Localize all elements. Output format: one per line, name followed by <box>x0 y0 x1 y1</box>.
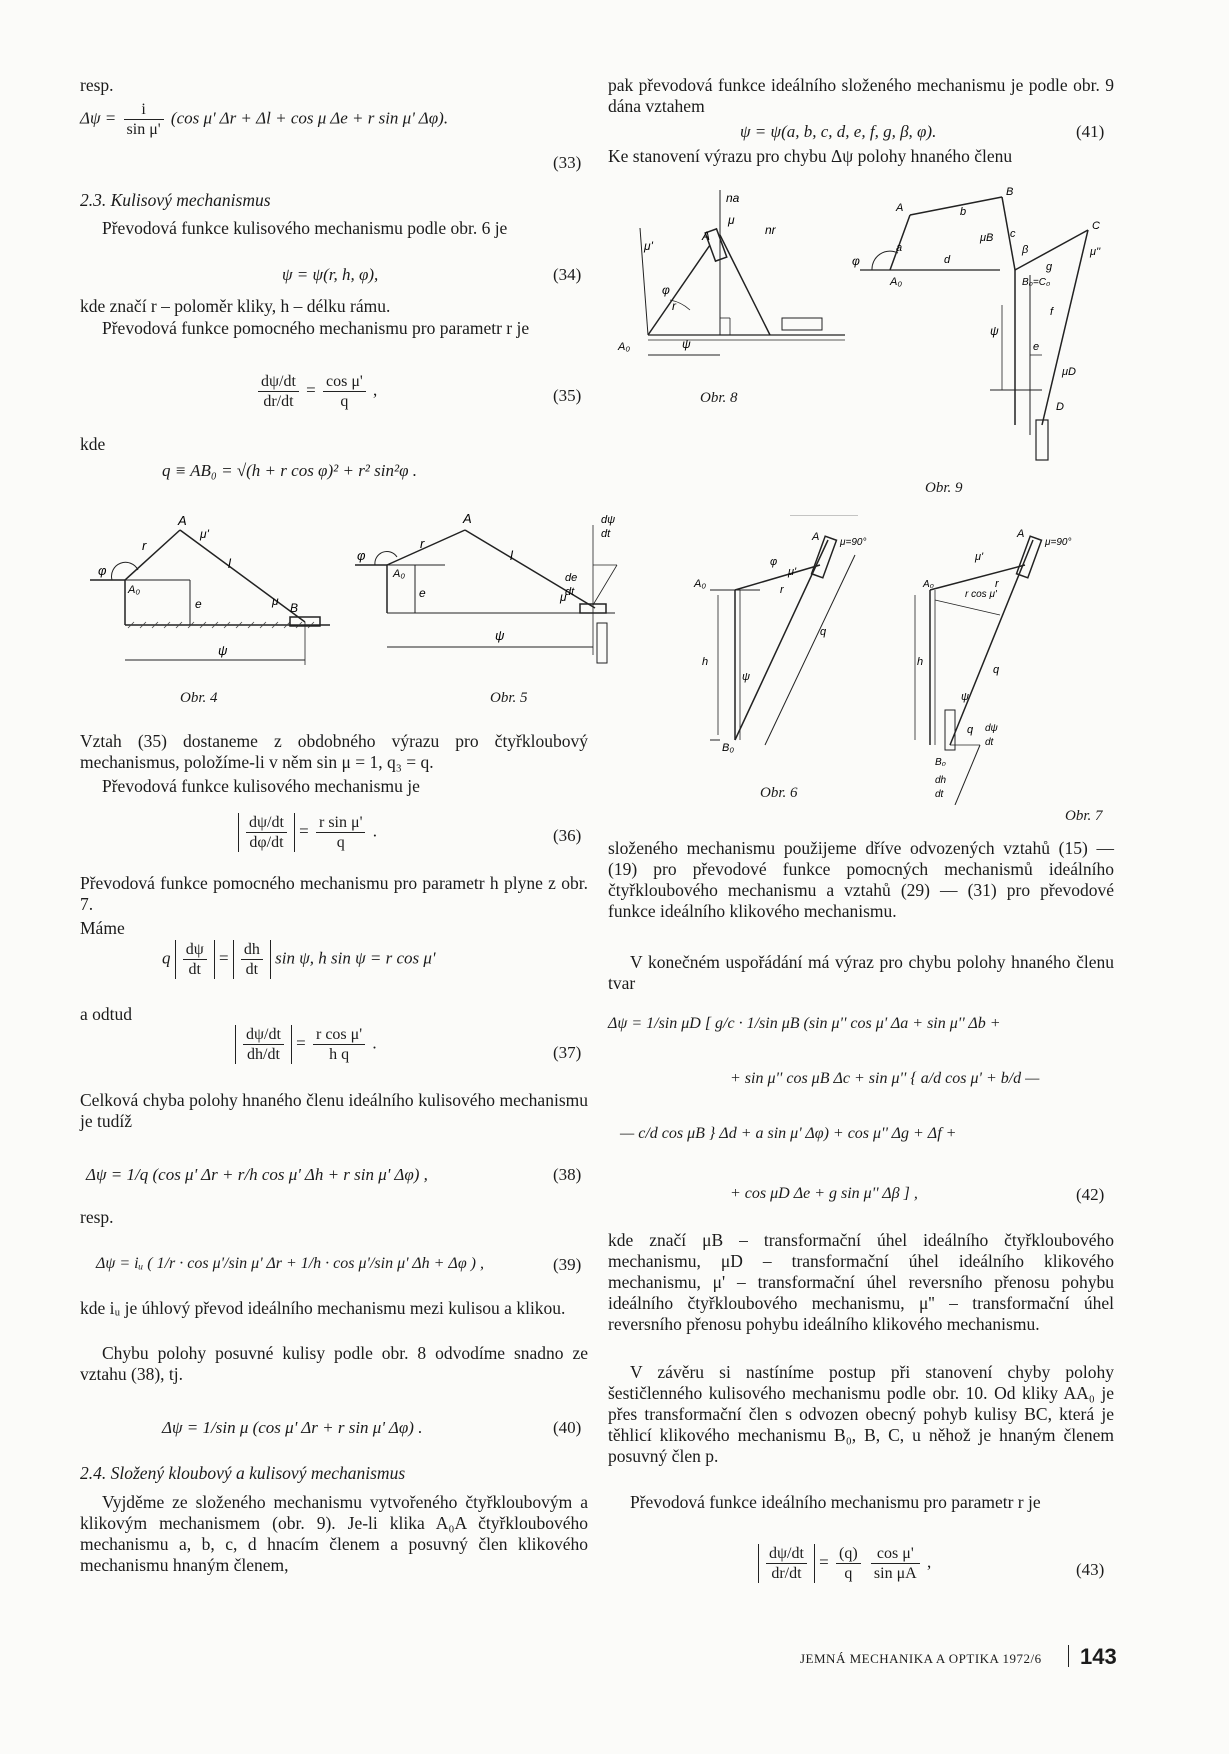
svg-text:r: r <box>995 578 999 590</box>
svg-text:ψ: ψ <box>682 337 691 351</box>
svg-text:B: B <box>1006 186 1014 198</box>
equation-34: ψ = ψ(r, h, φ), <box>282 265 379 284</box>
eqm-num2: dh <box>241 940 263 960</box>
eq36-fraction-2 <box>316 813 365 852</box>
svg-text:μD: μD <box>1062 366 1076 378</box>
paragraph-total-error: Celková chyba polohy hnaného členu ideálního kulisového mechanismu je tudíž <box>80 1090 588 1131</box>
svg-text:q: q <box>993 664 1000 676</box>
eq33-num: i <box>124 100 164 120</box>
eq33-fraction <box>124 100 164 139</box>
svg-text:e: e <box>195 597 202 611</box>
svg-text:A: A <box>812 531 820 543</box>
svg-text:b: b <box>960 206 967 218</box>
svg-text:μ=90°: μ=90° <box>1045 537 1072 548</box>
svg-text:A: A <box>178 513 187 528</box>
svg-text:r: r <box>672 299 676 313</box>
eq35-den2: q <box>340 393 349 410</box>
eq37-num1: dψ/dt <box>243 1025 284 1045</box>
eq43-den3: sin μA <box>873 1565 917 1582</box>
eqm-den2: dt <box>245 961 259 978</box>
svg-text:B₀=C₀: B₀=C₀ <box>1022 277 1051 288</box>
svg-text:na: na <box>726 191 740 205</box>
figure-7 <box>905 515 1125 810</box>
mame-label: Máme <box>80 918 125 938</box>
caption-obr5: Obr. 5 <box>490 690 528 706</box>
eq35-number: (35) <box>553 386 582 405</box>
svg-text:ψ: ψ <box>961 691 970 703</box>
svg-text:φ: φ <box>357 548 366 563</box>
svg-text:ψ: ψ <box>742 671 751 683</box>
paragraph-composite-transfer: pak převodová funkce ideálního složeného mechanismu je podle obr. 9 dána vztahem <box>608 75 1114 116</box>
svg-text:μ': μ' <box>200 527 209 541</box>
svg-text:g: g <box>1046 261 1053 273</box>
svg-text:ψ: ψ <box>990 324 999 338</box>
eq43-num3: cos μ' <box>871 1544 920 1564</box>
caption-obr9: Obr. 9 <box>925 480 963 496</box>
svg-text:A₀: A₀ <box>923 579 934 590</box>
equation-42-line3: — c/d cos μB } Δd + a sin μ' Δφ) + cos μ'' Δg + Δf + <box>620 1125 957 1142</box>
svg-text:r cos μ': r cos μ' <box>965 589 997 600</box>
svg-text:φ: φ <box>852 254 860 268</box>
svg-text:μ': μ' <box>644 239 653 253</box>
svg-text:μ=90°: μ=90° <box>840 537 867 548</box>
resp-label-top: resp. <box>80 75 114 95</box>
eq43-num1: dψ/dt <box>766 1544 807 1564</box>
svg-text:A: A <box>702 229 711 243</box>
svg-text:q: q <box>967 724 974 736</box>
svg-text:h: h <box>917 656 924 668</box>
paragraph-derivation-35: Vztah (35) dostaneme z obdobného výrazu pro čtyřkloubový mechanismus, položíme-li v něm sin μ = 1, q₃ = q. <box>80 731 588 772</box>
eq41-number: (41) <box>1076 122 1105 141</box>
svg-text:r: r <box>780 584 784 596</box>
equation-42-line2: + sin μ'' cos μB Δc + sin μ'' { a/d cos μ' + b/d — <box>730 1070 1040 1087</box>
paragraph-aux-h: Převodová funkce pomocného mechanismu pro parametr h plyne z obr. 7. <box>80 873 588 914</box>
eqm-den1: dt <box>188 961 201 978</box>
eq35-fraction-1 <box>258 372 299 411</box>
svg-text:dt: dt <box>985 737 994 748</box>
svg-text:A₀: A₀ <box>890 276 902 288</box>
svg-text:B₀: B₀ <box>935 757 946 768</box>
svg-text:r: r <box>420 536 425 551</box>
eq36-num2: r sin μ' <box>316 813 365 833</box>
equation-mame: q $\frac{d\psi}{dt}$ = $\frac{dh}{dt}$ sin ψ, h sin ψ = r cos μ' <box>162 941 436 978</box>
equation-33 <box>80 100 448 139</box>
svg-text:e: e <box>1033 341 1040 353</box>
paragraph-ideal-transfer-r: Převodová funkce ideálního mechanismu pro parametr r je <box>630 1492 1041 1512</box>
paragraph-r-h-definition: kde značí r – poloměr kliky, h – délku rámu. <box>80 296 391 316</box>
equation-40: Δψ = 1/sin μ (cos μ' Δr + r sin μ' Δφ) . <box>162 1418 423 1437</box>
svg-text:de: de <box>565 572 578 584</box>
kde-label: kde <box>80 434 106 454</box>
svg-text:A₀: A₀ <box>128 584 140 596</box>
section-2-4-heading: 2.4. Složený kloubový a kulisový mechanismus <box>80 1463 406 1483</box>
svg-text:c: c <box>1010 228 1016 240</box>
paragraph-mu-definitions: kde značí μB – transformační úhel ideálního čtyřkloubového mechanismu, μD – transformační úhel ideálního klikového mechanismu, μ' – transformační úhel reversního přenosu pohybu ideálního čtyřkloubového mechanismu, μ'' – transformační úhel reversního přenosu pohybu ideálního klikového mechanismu. <box>608 1230 1114 1334</box>
svg-text:A₀: A₀ <box>393 568 405 580</box>
figure-6 <box>690 515 910 760</box>
journal-footer: JEMNÁ MECHANIKA A OPTIKA 1972/6 <box>800 1651 1042 1666</box>
paragraph-error-intro: Ke stanovení výrazu pro chybu Δψ polohy hnaného členu <box>608 146 1013 166</box>
paragraph-six-link-mechanism: V závěru si nastíníme postup při stanovení chyby polohy šestičlenného kulisového mechanismu podle obr. 10. Od kliky AA₀ je přes transformační člen s odvozen obecný pohyb kulisy BC, která je těhlicí klikového mechanismu B₀, B, C, u něhož je hnaným členem posuvný člen p. <box>608 1362 1114 1466</box>
svg-text:μ: μ <box>728 213 735 227</box>
paragraph-kulis-transfer: Převodová funkce kulisového mechanismu je <box>102 776 420 796</box>
figure-8 <box>610 190 850 365</box>
caption-obr8: Obr. 8 <box>700 390 738 406</box>
svg-text:dh: dh <box>935 775 947 786</box>
figure-9 <box>850 185 1120 480</box>
svg-text:D: D <box>1056 401 1064 413</box>
equation-41: ψ = ψ(a, b, c, d, e, f, g, β, φ). <box>740 122 937 141</box>
svg-text:B₀: B₀ <box>722 742 734 754</box>
paragraph-composite-mechanism: Vyjděme ze složeného mechanismu vytvořeného čtyřkloubovým a klikovým mechanismem (obr. 9). Je-li klika A₀A čtyřkloubového mechanismu a, b, c, d hnacím členem a posuvný člen klikového mechanismu hnaným členem, <box>80 1492 588 1575</box>
svg-text:ψ: ψ <box>495 628 505 643</box>
eq38-number: (38) <box>553 1165 582 1184</box>
eq35-num2: cos μ' <box>323 372 366 392</box>
figure-4 <box>80 510 335 675</box>
eq36-number: (36) <box>553 826 582 845</box>
eq35-fraction-2 <box>323 372 366 411</box>
eq37-num2: r cos μ' <box>313 1025 365 1045</box>
svg-text:μB: μB <box>980 232 994 244</box>
equation-42-line1: Δψ = 1/sin μD [ g/c · 1/sin μB (sin μ'' cos μ' Δa + sin μ'' Δb + <box>608 1015 1001 1032</box>
eq35-num1: dψ/dt <box>258 372 299 392</box>
svg-text:h: h <box>702 656 709 668</box>
eq36-fraction-1 <box>246 813 287 852</box>
figure-5 <box>355 505 625 685</box>
eq35-den1: dr/dt <box>263 393 294 410</box>
svg-text:A₀: A₀ <box>694 578 706 590</box>
svg-text:a: a <box>896 242 903 254</box>
eq43-den1: dr/dt <box>771 1565 802 1582</box>
paragraph-obr8-error: Chybu polohy posuvné kulisy podle obr. 8 odvodíme snadno ze vztahu (38), tj. <box>80 1343 588 1384</box>
svg-text:ψ: ψ <box>218 643 228 658</box>
svg-text:f: f <box>1050 306 1054 318</box>
svg-text:φ: φ <box>662 283 670 297</box>
svg-text:dt: dt <box>601 528 611 540</box>
eq33-number: (33) <box>553 153 582 172</box>
eq39-number: (39) <box>553 1255 582 1274</box>
paragraph-kulis-intro: Převodová funkce kulisového mechanismu podle obr. 6 je <box>102 218 508 238</box>
eq42-number: (42) <box>1076 1185 1105 1204</box>
paragraph-previous-relations: složeného mechanismu použijeme dříve odvozených vztahů (15) — (19) pro převodové funkce pomocných mechanismů ideálního čtyřkloubového mechanismu a vztahů (29) — (31) pro převodové funkce ideálního klikového mechanismu. <box>608 838 1114 921</box>
equation-37: $\frac{d\psi/dt}{dh/dt}$ = $\frac{\text{r cos μ'}}{\text{h q}}$ . <box>235 1025 377 1064</box>
eq36-num1: dψ/dt <box>246 813 287 833</box>
eq37-den2: h q <box>329 1046 350 1063</box>
svg-text:dψ: dψ <box>985 723 998 734</box>
svg-text:A: A <box>463 511 472 526</box>
svg-text:μ': μ' <box>788 566 797 578</box>
footer-divider <box>1068 1645 1069 1667</box>
svg-text:μ: μ <box>560 590 567 604</box>
svg-text:q: q <box>820 626 827 638</box>
svg-text:dt: dt <box>935 789 944 800</box>
svg-text:l: l <box>510 548 513 563</box>
svg-text:A: A <box>1017 528 1025 540</box>
equation-q: q ≡ AB₀ = √(h + r cos φ)² + r² sin²φ . <box>162 461 417 480</box>
equation-43: $\frac{d\psi/dt}{dr/dt}$ = $\frac{(q)}{q}$ $\frac{\text{cos μ'}}{\text{sin μA}}$ , <box>758 1544 931 1583</box>
paragraph-aux-r: Převodová funkce pomocného mechanismu pro parametr r je <box>102 318 530 338</box>
eq43-number: (43) <box>1076 1560 1105 1579</box>
eq40-number: (40) <box>553 1418 582 1437</box>
paragraph-final-form: V konečném uspořádání má výraz pro chybu polohy hnaného členu tvar <box>608 952 1114 993</box>
eqm-q: q <box>162 948 171 968</box>
eq37-den1: dh/dt <box>247 1046 280 1063</box>
svg-text:A: A <box>896 202 904 214</box>
eq33-rhs: (cos μ' Δr + Δl + cos μ Δe + r sin μ' Δφ). <box>170 108 449 128</box>
eq43-den2: q <box>844 1565 853 1582</box>
svg-text:l: l <box>228 556 231 571</box>
svg-text:r: r <box>142 538 147 553</box>
eq33-den: sin μ' <box>126 121 161 138</box>
svg-text:dt: dt <box>565 586 575 598</box>
equation-35: $\frac{d\psi/dt}{dr/dt}$ = $\frac{\text{cos μ'}}{q}$ , <box>255 372 377 411</box>
caption-obr7: Obr. 7 <box>1065 808 1103 824</box>
svg-text:μ': μ' <box>975 551 984 563</box>
eqm-num1: dψ <box>183 940 207 960</box>
svg-text:φ: φ <box>770 556 778 568</box>
svg-text:B: B <box>290 601 299 615</box>
eqm-rest: sin ψ, h sin ψ = r cos μ' <box>275 948 436 968</box>
page-number: 143 <box>1080 1644 1117 1669</box>
equation-39: Δψ = iᵤ ( 1/r · cos μ'/sin μ' Δr + 1/h · cos μ'/sin μ' Δh + Δφ ) , <box>96 1255 484 1272</box>
svg-text:C: C <box>1092 220 1100 232</box>
eq34-number: (34) <box>553 265 582 284</box>
eq37-number: (37) <box>553 1043 582 1062</box>
odtud-label: a odtud <box>80 1004 133 1024</box>
svg-text:dψ: dψ <box>601 514 616 526</box>
eq36-den1: dφ/dt <box>249 834 284 851</box>
eq36-den2: q <box>336 834 345 851</box>
svg-text:nr: nr <box>765 223 776 237</box>
equation-38: Δψ = 1/q (cos μ' Δr + r/h cos μ' Δh + r sin μ' Δφ) , <box>86 1165 428 1184</box>
svg-text:φ: φ <box>98 563 107 578</box>
svg-text:β: β <box>1022 244 1029 256</box>
svg-text:e: e <box>419 586 426 600</box>
eq33-lhs: Δψ = <box>80 108 121 128</box>
paragraph-iu-definition: kde iᵤ je úhlový převod ideálního mechanismu mezi kulisou a klikou. <box>80 1298 566 1318</box>
eq43-num2: (q) <box>836 1544 861 1564</box>
equation-42-line4: + cos μD Δe + g sin μ'' Δβ ] , <box>730 1185 918 1202</box>
svg-text:A₀: A₀ <box>618 341 630 353</box>
resp-label-2: resp. <box>80 1207 114 1227</box>
caption-obr4: Obr. 4 <box>180 690 218 706</box>
equation-36: $\frac{d\psi/dt}{d\varphi/dt}$ = $\frac{\text{r sin μ'}}{q}$ . <box>238 813 377 852</box>
svg-text:μ'': μ'' <box>1090 246 1101 258</box>
svg-text:μ: μ <box>272 594 279 608</box>
svg-text:d: d <box>944 254 951 266</box>
section-2-3-heading: 2.3. Kulisový mechanismus <box>80 190 271 210</box>
caption-obr6: Obr. 6 <box>760 785 798 801</box>
